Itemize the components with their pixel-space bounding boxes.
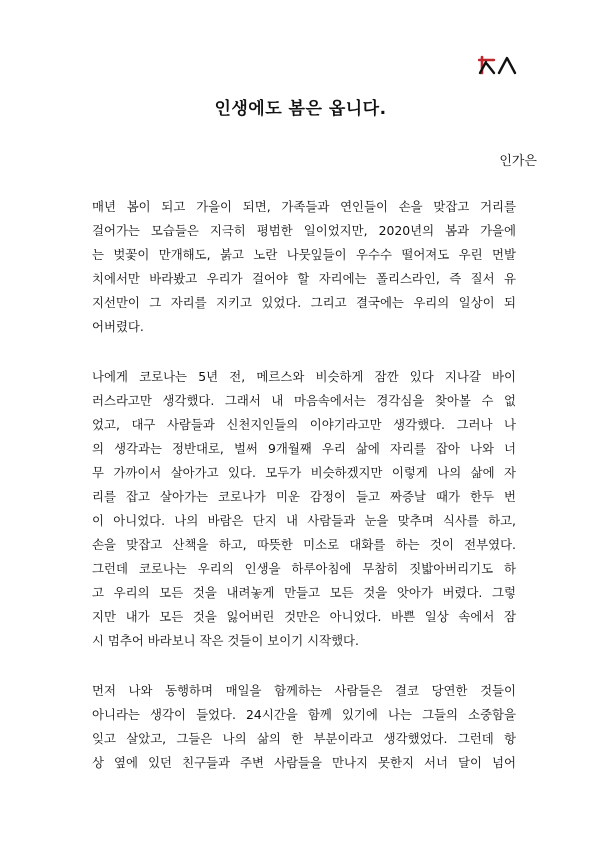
text-line: 지만 내가 모든 것을 잃어버린 것만은 아니었다. 바쁜 일상 속에서 잠 xyxy=(92,609,516,624)
text-line: 먼저 나와 동행하며 매일을 함께하는 사람들은 결코 당연한 것들이 xyxy=(92,683,516,698)
text-line: 의 생각과는 정반대로, 벌써 9개월째 우리 삶에 자리를 잡아 나와 너 xyxy=(92,441,516,456)
text-line: 손을 맞잡고 산책을 하고, 따뜻한 미소로 대화를 하는 것이 전부였다. xyxy=(92,537,516,552)
paragraph-1 xyxy=(84,195,516,339)
text-line: 치에서만 바라봤고 우리가 걸어야 할 자리에는 폴리스라인, 즉 질서 유 xyxy=(92,271,516,286)
document-title: 인생에도 봄은 옵니다. xyxy=(214,99,387,119)
text-line: 리를 잡고 살아가는 코로나가 미운 감정이 들고 짜증날 때가 한두 번 xyxy=(92,489,516,504)
paragraph-2 xyxy=(84,365,516,653)
text-line: 었고, 대구 사람들과 신천지인들의 이야기라고만 생각했다. 그러나 나 xyxy=(92,417,516,432)
text-line: 걸어가는 모습들은 지극히 평범한 일이었지만, 2020년의 봄과 가을에 xyxy=(92,223,516,238)
text-line: 이 아니었다. 나의 바람은 단지 내 사람들과 눈을 맞추며 식사를 하고, xyxy=(92,513,516,528)
text-line: 잊고 살았고, 그들은 나의 삶의 한 부분이라고 생각했었다. 그런데 항 xyxy=(92,731,516,746)
author-name: 인가은 xyxy=(499,154,537,169)
paragraph-3 xyxy=(84,679,516,775)
text-line: 아니라는 생각이 들었다. 24시간을 함께 있기에 나는 그들의 소중함을 xyxy=(92,707,516,722)
text-line: 매년 봄이 되고 가을이 되면, 가족들과 연인들이 손을 맞잡고 거리를 xyxy=(92,199,516,214)
logo-icon xyxy=(478,54,518,76)
text-line: 는 벚꽃이 만개해도, 붉고 노란 나뭇잎들이 우수수 떨어져도 우린 먼발 xyxy=(92,247,516,262)
organization-logo xyxy=(478,54,518,76)
text-line: 나에게 코로나는 5년 전, 메르스와 비슷하게 잠깐 있다 지나갈 바이 xyxy=(92,369,516,384)
text-line: 고 우리의 모든 것을 내려놓게 만들고 모든 것을 앗아가 버렸다. 그렇 xyxy=(92,585,516,600)
text-line: 어버렸다. xyxy=(92,319,144,334)
text-line: 무 가까이서 살아가고 있다. 모두가 비슷하겠지만 이렇게 나의 삶에 자 xyxy=(92,465,516,480)
text-line: 그런데 코로나는 우리의 인생을 하루아침에 무참히 짓밟아버리기도 하 xyxy=(92,561,516,576)
text-line: 러스라고만 생각했다. 그래서 내 마음속에서는 경각심을 찾아볼 수 없 xyxy=(92,393,516,408)
text-line: 상 옆에 있던 친구들과 주변 사람들을 만나지 못한지 서너 달이 넘어 xyxy=(92,755,516,770)
text-line: 지선만이 그 자리를 지키고 있었다. 그리고 결국에는 우리의 일상이 되 xyxy=(92,295,516,310)
text-line: 시 멈추어 바라보니 작은 것들이 보이기 시작했다. xyxy=(92,633,359,648)
essay-body xyxy=(84,195,516,801)
